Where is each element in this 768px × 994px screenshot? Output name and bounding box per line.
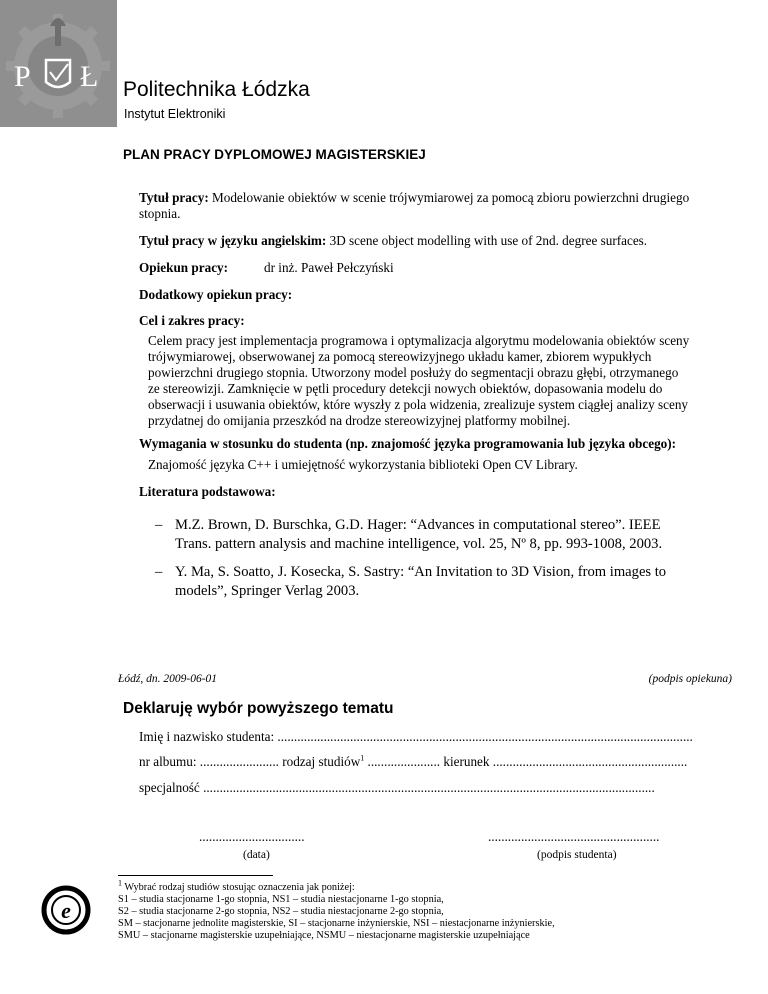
literature-line: models”, Springer Verlag 2003. — [175, 583, 360, 599]
supervisor-signature-label: (podpis opiekuna) — [648, 673, 732, 685]
literature-label: Literatura podstawowa: — [139, 484, 276, 499]
requirements-label: Wymagania w stosunku do studenta (np. znajomość języka programowania lub języka obcego): — [139, 436, 677, 451]
logo-letter-l: Ł — [80, 60, 99, 93]
goal-label: Cel i zakres pracy: — [139, 313, 245, 328]
university-logo — [0, 0, 117, 127]
supervisor-value: dr inż. Paweł Pełczyński — [264, 260, 394, 275]
album-field[interactable] — [139, 754, 687, 770]
thesis-title-en-value: 3D scene object modelling with use of 2nd. degree surfaces. — [329, 233, 648, 248]
footnote-ref: 1 — [360, 753, 365, 763]
institute-name: Instytut Elektroniki — [124, 107, 226, 121]
thesis-title-line2: stopnia. — [139, 206, 181, 221]
literature-item — [155, 516, 735, 554]
date-dots[interactable]: ................................ — [199, 829, 305, 844]
thesis-title-value: Modelowanie obiektów w scenie trójwymiarowej za pomocą zbioru powierzchni drugiego — [212, 190, 690, 205]
goal-line: ze stereowizji. Zamknięcie w pętli procedury detekcji nowych obiektów, dopasowania modelu do — [148, 381, 663, 396]
footnote-line: SM – stacjonarne jednolite magisterskie, SI – stacjonarne inżynierskie, NSI – niestacjonarne inżynierskie, — [118, 918, 555, 929]
footnote-line: SMU – stacjonarne magisterskie uzupełniające, NSMU – niestacjonarne magisterskie uzupełniające — [118, 930, 530, 941]
literature-line: Trans. pattern analysis and machine intelligence, vol. 25, Nº 8, pp. 993-1008, 2003. — [175, 536, 663, 552]
thesis-title-en-label: Tytuł pracy w języku angielskim: — [139, 233, 327, 248]
goal-line: powierzchni drugiego stopnia. Utworzony model posłuży do segmentacji obrazu głębi, otrzymanego — [148, 365, 679, 380]
thesis-title-label: Tytuł pracy: — [139, 190, 209, 205]
footnote-divider — [118, 875, 273, 876]
footnote-marker: 1 — [118, 878, 122, 888]
requirements-value: Znajomość języka C++ i umiejętność wykorzystania biblioteki Open CV Library. — [148, 457, 578, 472]
goal-line: przydatnej do omijania przeszkód na drodze stereowizyjnej platformy mobilnej. — [148, 413, 571, 428]
student-name-field[interactable]: Imię i nazwisko studenta: .............................................................................................................................. — [139, 729, 693, 744]
goal-line: trójwymiarowej, obserwowanej za pomocą stereowizyjnego układu kamer, zbiorem wypukłych — [148, 349, 652, 364]
place-date: Łódź, dn. 2009-06-01 — [118, 673, 218, 685]
logo-letter-p: P — [14, 60, 31, 93]
goal-line: obserwacji i usuwania obiektów, które wyszły z pola widzenia, zrealizuje system ciągłej analizy sceny — [148, 397, 689, 412]
dash-bullet-icon: – — [155, 517, 163, 533]
date-label: (data) — [243, 849, 270, 861]
footnote-line: S2 – studia stacjonarne 2-go stopnia, NS2 – studia niestacjonarne 2-go stopnia, — [118, 906, 444, 917]
album-label: nr albumu: ........................ rodzaj studiów — [139, 754, 361, 769]
university-logo-icon — [0, 0, 117, 127]
supervisor-label: Opiekun pracy: — [139, 260, 229, 275]
university-name: Politechnika Łódzka — [123, 78, 310, 101]
footnote-text: Wybrać rodzaj studiów stosując oznaczenia jak poniżej: — [124, 882, 355, 893]
literature-line: Y. Ma, S. Soatto, J. Kosecka, S. Sastry: “An Invitation to 3D Vision, from images to — [175, 564, 667, 580]
institute-logo-icon — [40, 884, 92, 936]
dash-bullet-icon: – — [155, 564, 163, 580]
footnote-line — [118, 878, 355, 894]
literature-line: M.Z. Brown, D. Burschka, G.D. Hager: “Advances in computational stereo”. IEEE — [175, 517, 661, 533]
specialty-field[interactable]: specjalność ......................................................................................................................................... — [139, 780, 655, 795]
institute-logo-letter: e — [61, 898, 71, 923]
extra-supervisor-label: Dodatkowy opiekun pracy: — [139, 287, 293, 302]
thesis-title-line1 — [139, 190, 689, 206]
student-signature-dots[interactable]: .................................................... — [488, 829, 660, 844]
declaration-heading: Deklaruję wybór powyższego tematu — [123, 700, 394, 717]
student-signature-label: (podpis studenta) — [537, 849, 617, 861]
literature-item — [155, 563, 735, 601]
album-rest: ...................... kierunek ........................................................... — [364, 754, 688, 769]
footnote-line: S1 – studia stacjonarne 1-go stopnia, NS1 – studia niestacjonarne 1-go stopnia, — [118, 894, 444, 905]
document-title: PLAN PRACY DYPLOMOWEJ MAGISTERSKIEJ — [123, 147, 426, 162]
institute-logo — [40, 884, 92, 936]
goal-line: Celem pracy jest implementacja programowa i optymalizacja algorytmu modelowania obiektów sceny — [148, 333, 690, 348]
thesis-title-en — [139, 233, 647, 249]
